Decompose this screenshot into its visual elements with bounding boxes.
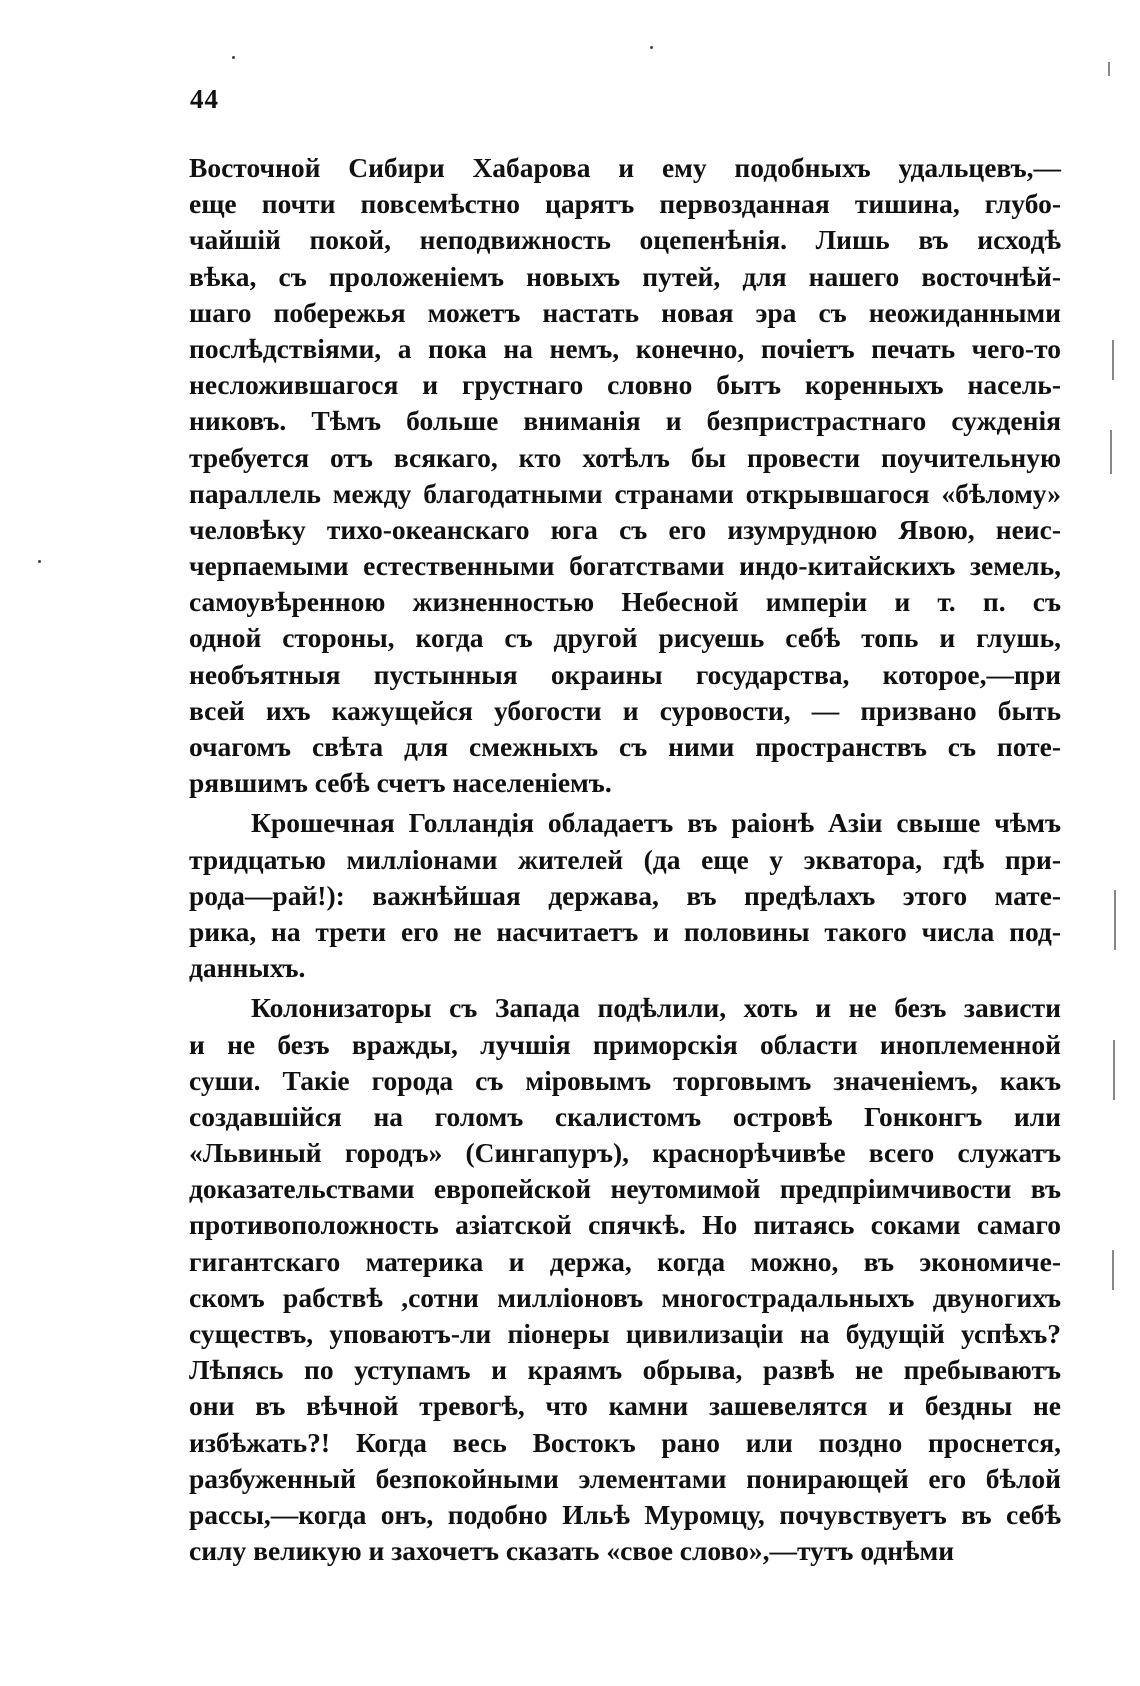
text-line: рика, на трети его не насчитаетъ и половины такого числа под-: [189, 915, 1061, 947]
text-line: человѣку тихо-океанскаго юга съ его изумрудною Явою, неис-: [189, 513, 1061, 545]
text-line: послѣдствіями, а пока на немъ, конечно, почіетъ печать чего-то: [189, 332, 1061, 364]
text-line: «Львиный городъ» (Сингапуръ), краснорѣчивѣе всего служатъ: [189, 1137, 1061, 1169]
text-line: доказательствами европейской неутомимой предпріимчивости въ: [189, 1173, 1061, 1205]
print-speck: [232, 56, 235, 59]
text-line: параллель между благодатными странами открывшагося «бѣлому»: [189, 477, 1061, 509]
text-line: силу великую и захочетъ сказать «свое слово»,—тутъ однѣми: [189, 1535, 955, 1567]
text-line: черпаемыми естественными богатствами индо-китайскихъ земель,: [189, 550, 1061, 582]
text-line: еще почти повсемѣстно царятъ первозданная тишина, глубо-: [189, 188, 1061, 220]
margin-rule: [1112, 340, 1114, 380]
text-line: рассы,—когда онъ, подобно Ильѣ Муромцу, почувствуетъ въ себѣ: [189, 1498, 1061, 1530]
text-line: шаго побережья можетъ настать новая эра съ неожиданными: [189, 296, 1061, 328]
text-line: очагомъ свѣта для смежныхъ съ ними пространствъ съ поте-: [189, 731, 1061, 762]
text-line: вѣка, съ проложеніемъ новыхъ путей, для нашего восточнѣй-: [189, 260, 1061, 292]
text-line: суши. Такіе города съ міровымъ торговымъ значеніемъ, какъ: [189, 1064, 1061, 1096]
text-line: самоувѣренною жизненностью Небесной имперіи и т. п. съ: [189, 586, 1061, 618]
margin-rule: [1113, 1040, 1115, 1100]
text-line: существъ, уповаютъ-ли піонеры цивилизаціи на будущій успѣхъ?: [189, 1318, 1061, 1349]
text-line: противоположность азіатской спячкѣ. Но питаясь соками самаго: [189, 1209, 1061, 1241]
text-line: Колонизаторы съ Запада подѣлили, хоть и не безъ зависти: [251, 992, 1061, 1024]
text-line: разбуженный безпокойными элементами понирающей его бѣлой: [189, 1462, 1061, 1494]
text-line: тридцатью милліонами жителей (да еще у экватора, гдѣ при-: [189, 843, 1061, 875]
text-line: одной стороны, когда съ другой рисуешь себѣ топь и глушь,: [189, 622, 1061, 654]
text-line: Лѣпясь по уступамъ и краямъ обрыва, развѣ не пребываютъ: [189, 1354, 1061, 1386]
text-line: они въ вѣчной тревогѣ, что камни зашевелятся и бездны не: [189, 1390, 1061, 1422]
margin-rule: [1114, 890, 1116, 950]
text-line: требуется отъ всякаго, кто хотѣлъ бы провести поучительную: [189, 441, 1061, 473]
text-line: избѣжать?! Когда весь Востокъ рано или поздно проснется,: [189, 1426, 1061, 1458]
text-line: скомъ рабствѣ ,сотни милліоновъ многострадальныхъ двуногихъ: [189, 1281, 1061, 1313]
text-line: чайшій покой, неподвижность оцепенѣнія. Лишь въ исходѣ: [189, 224, 1061, 256]
margin-rule: [1110, 430, 1112, 474]
text-line: никовъ. Тѣмъ больше вниманія и безпристрастнаго сужденія: [189, 405, 1061, 437]
margin-rule: [1108, 62, 1110, 76]
text-line: и не безъ вражды, лучшія приморскія области иноплеменной: [189, 1028, 1061, 1060]
text-line: рода—рай!): важнѣйшая держава, въ предѣлахъ этого мате-: [189, 879, 1061, 911]
page-number: 44: [190, 84, 219, 114]
text-line: несложившагося и грустнаго словно бытъ коренныхъ насель-: [189, 369, 1061, 401]
print-speck: [650, 46, 653, 49]
body-text: [189, 150, 1061, 1569]
print-speck: [38, 560, 41, 563]
text-line: всей ихъ кажущейся убогости и суровости, — призвано быть: [189, 694, 1061, 726]
text-line: Крошечная Голландія обладаетъ въ раіонѣ Азіи свыше чѣмъ: [251, 807, 1061, 839]
text-line: рявшимъ себѣ счетъ населеніемъ.: [189, 767, 612, 799]
margin-rule: [1112, 1250, 1114, 1290]
text-line: гигантскаго материка и держа, когда можно, въ экономиче-: [189, 1245, 1061, 1277]
text-line: создавшійся на голомъ скалистомъ островѣ Гонконгъ или: [189, 1100, 1061, 1132]
text-line: необъятныя пустынныя окраины государства, которое,—при: [189, 658, 1061, 690]
text-line: данныхъ.: [189, 952, 306, 984]
text-line: Восточной Сибири Хабарова и ему подобныхъ удальцевъ,—: [189, 152, 1061, 183]
